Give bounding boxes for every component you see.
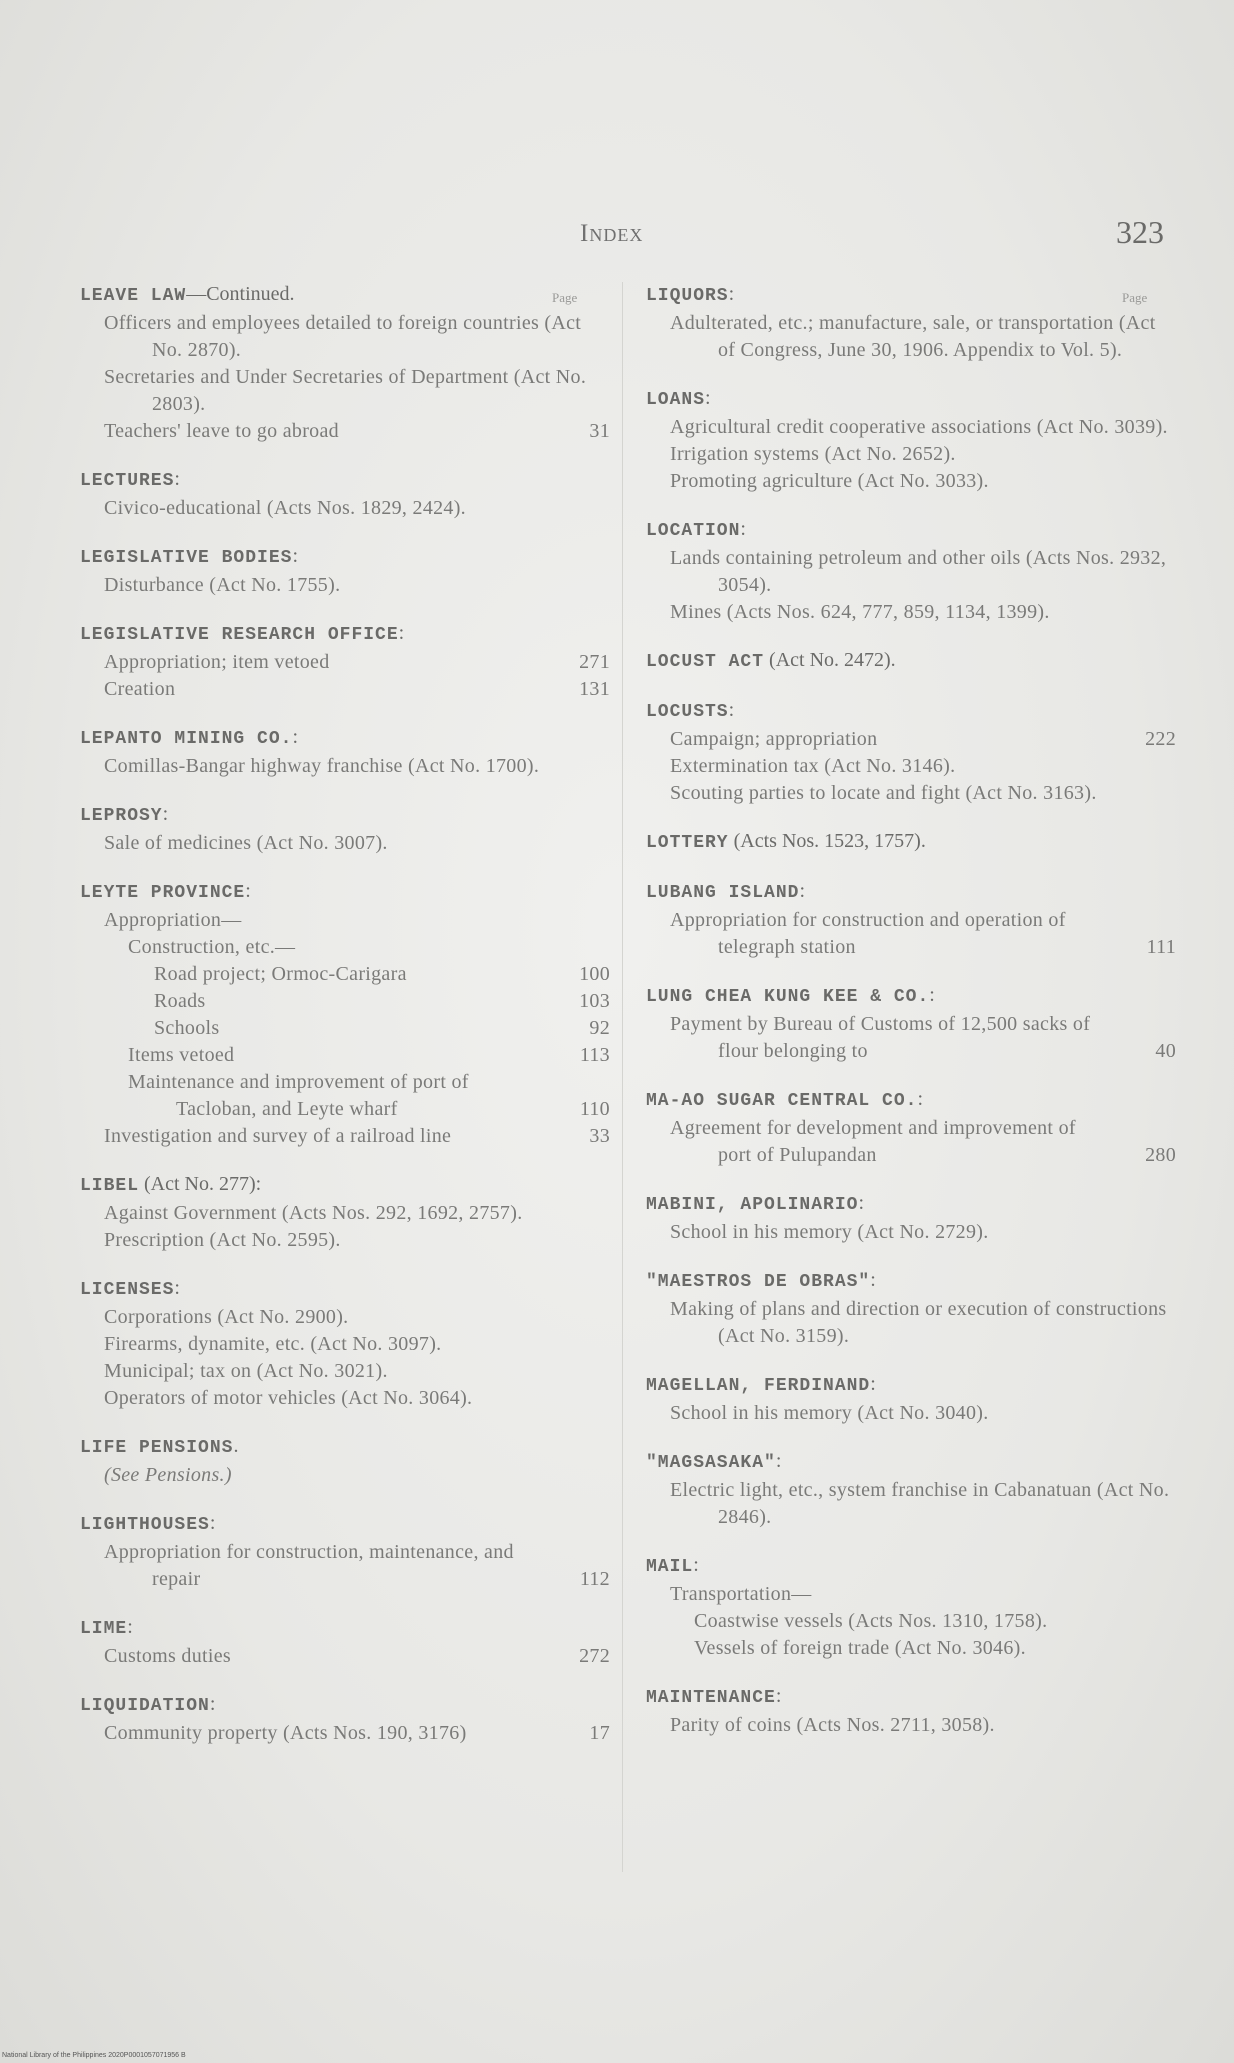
entry-heading-text: LIBEL — [80, 1176, 140, 1196]
index-subentry — [80, 1385, 610, 1412]
subentry-text: Appropriation— — [104, 909, 242, 931]
entry-heading — [646, 696, 1176, 726]
entry-heading-text: LOTTERY — [646, 833, 729, 853]
index-subentry — [80, 364, 610, 418]
page-header — [0, 214, 1234, 258]
subentry-text: Extermination tax (Act No. 3146). — [670, 755, 956, 777]
index-entry — [646, 827, 1176, 857]
index-subentry — [80, 1069, 610, 1123]
entry-heading — [80, 1509, 610, 1539]
subentry-text: Corporations (Act No. 2900). — [104, 1306, 349, 1328]
entry-heading-suffix: : — [127, 1616, 133, 1638]
index-subentry — [646, 599, 1176, 626]
entry-heading — [80, 1432, 610, 1462]
subentry-text: Civico-educational (Acts Nos. 1829, 2424). — [104, 497, 466, 519]
index-subentry — [646, 907, 1176, 961]
scan-footer: National Library of the Philippines 2020P0001057071956 B — [2, 2052, 186, 2059]
page-reference: 17 — [589, 1722, 610, 1744]
index-subentry — [646, 1477, 1176, 1531]
index-entry — [80, 280, 610, 445]
entry-heading-text: LEAVE LAW — [80, 286, 187, 306]
entry-heading-suffix: : — [870, 1269, 876, 1291]
index-entry — [80, 1170, 610, 1254]
page-reference: 113 — [579, 1044, 610, 1066]
subentry-text: Campaign; appropriation — [670, 728, 878, 750]
index-entry — [80, 1509, 610, 1593]
entry-heading-suffix: : — [858, 1192, 864, 1214]
index-entry — [80, 1613, 610, 1670]
left-index-column — [80, 280, 610, 1767]
index-subentry — [646, 726, 1176, 753]
entry-heading — [80, 280, 610, 310]
index-subentry — [80, 1042, 610, 1069]
page-reference: 280 — [1145, 1144, 1176, 1166]
subentry-text: Mines (Acts Nos. 624, 777, 859, 1134, 1399). — [670, 601, 1050, 623]
page-reference: 112 — [579, 1568, 610, 1590]
index-subentry — [80, 676, 610, 703]
subentry-text: School in his memory (Act No. 2729). — [670, 1221, 989, 1243]
index-subentry — [80, 1015, 610, 1042]
left-page-column-label: Page — [552, 290, 578, 305]
subentry-text: Coastwise vessels (Acts Nos. 1310, 1758). — [694, 1610, 1048, 1632]
subentry-text: Operators of motor vehicles (Act No. 3064). — [104, 1387, 473, 1409]
entry-heading-text: LEGISLATIVE RESEARCH OFFICE — [80, 625, 399, 645]
index-entry — [646, 981, 1176, 1065]
entry-heading-text: "MAGSASAKA" — [646, 1453, 776, 1473]
subentry-text: Roads — [154, 990, 206, 1012]
right-page-column-label: Page — [1122, 290, 1148, 305]
subentry-text: Maintenance and improvement of port of Tacloban, and Leyte wharf — [128, 1071, 469, 1120]
entry-heading — [80, 542, 610, 572]
page-reference: 272 — [579, 1645, 610, 1667]
page-reference: 103 — [579, 990, 610, 1012]
entry-heading — [80, 1613, 610, 1643]
index-entry — [80, 465, 610, 522]
index-subentry — [80, 649, 610, 676]
index-subentry — [646, 1400, 1176, 1427]
index-entry — [80, 1690, 610, 1747]
index-subentry — [646, 1011, 1176, 1065]
column-divider — [622, 282, 623, 1872]
entry-heading-suffix: : — [209, 1693, 216, 1715]
index-entry — [646, 1447, 1176, 1531]
index-subentry — [646, 545, 1176, 599]
entry-heading-text: LIQUORS — [646, 286, 729, 306]
index-entry — [646, 1266, 1176, 1350]
entry-heading — [646, 1266, 1176, 1296]
entry-heading-text: LEGISLATIVE BODIES — [80, 548, 293, 568]
index-entry — [646, 877, 1176, 961]
index-subentry — [80, 310, 610, 364]
subentry-text: Appropriation for construction and operation of telegraph station — [670, 909, 1066, 958]
index-subentry — [80, 961, 610, 988]
index-subentry — [646, 1219, 1176, 1246]
entry-heading — [80, 1274, 610, 1304]
index-subentry — [80, 753, 610, 780]
subentry-text: Scouting parties to locate and fight (Act No. 3163). — [670, 782, 1097, 804]
index-subentry — [80, 418, 610, 445]
subentry-text: School in his memory (Act No. 3040). — [670, 1402, 989, 1424]
index-entry — [646, 646, 1176, 676]
entry-heading-text: LUBANG ISLAND — [646, 883, 800, 903]
index-subentry — [80, 1200, 610, 1227]
entry-heading — [646, 1447, 1176, 1477]
index-subentry — [646, 1608, 1176, 1635]
entry-heading-text: MABINI, APOLINARIO — [646, 1195, 859, 1215]
entry-heading — [646, 646, 1176, 676]
subentry-text: Items vetoed — [128, 1044, 235, 1066]
subentry-text: Vessels of foreign trade (Act No. 3046). — [694, 1637, 1026, 1659]
index-subentry — [646, 780, 1176, 807]
entry-heading-suffix: : — [870, 1373, 876, 1395]
entry-heading-text: LUNG CHEA KUNG KEE & CO. — [646, 987, 930, 1007]
entry-heading-suffix: . — [233, 1435, 239, 1457]
entry-heading-text: LIME — [80, 1619, 128, 1639]
entry-heading-suffix: : — [174, 1277, 180, 1299]
entry-heading-suffix: : — [929, 984, 935, 1006]
page-reference: 110 — [579, 1098, 610, 1120]
index-subentry — [80, 1331, 610, 1358]
entry-heading-text: "MAESTROS DE OBRAS" — [646, 1272, 871, 1292]
index-subentry — [80, 1720, 610, 1747]
index-subentry — [646, 753, 1176, 780]
entry-heading-text: LICENSES — [80, 1280, 175, 1300]
entry-heading — [646, 280, 1176, 310]
entry-heading — [646, 1370, 1176, 1400]
index-subentry — [80, 1304, 610, 1331]
page-number: 323 — [1116, 214, 1164, 250]
subentry-text: Transportation— — [670, 1583, 812, 1605]
entry-heading — [80, 1690, 610, 1720]
index-subentry — [646, 310, 1176, 364]
index-subentry — [646, 1581, 1176, 1608]
index-entry — [80, 542, 610, 599]
subentry-text: Disturbance (Act No. 1755). — [104, 574, 341, 596]
page-reference: 131 — [579, 678, 610, 700]
entry-heading — [80, 723, 610, 753]
page-reference: 40 — [1155, 1040, 1176, 1062]
entry-heading-suffix: : — [398, 622, 405, 644]
page-reference: 33 — [589, 1125, 610, 1147]
entry-heading-suffix: (Act No. 2472). — [764, 649, 896, 671]
subentry-text: Promoting agriculture (Act No. 3033). — [670, 470, 989, 492]
entry-heading — [646, 1682, 1176, 1712]
page-reference: 111 — [1146, 936, 1176, 958]
entry-heading-suffix: : — [162, 803, 169, 825]
entry-heading-text: LEPANTO MINING CO. — [80, 729, 293, 749]
index-subentry — [646, 468, 1176, 495]
page-reference: 271 — [579, 651, 610, 673]
subentry-text: Adulterated, etc.; manufacture, sale, or transportation (Act of Congress, June 30, 1906. Appendix to Vol. 5). — [670, 312, 1156, 361]
entry-heading-text: LOCUST ACT — [646, 652, 765, 672]
subentry-text: Teachers' leave to go abroad — [104, 420, 339, 442]
entry-heading-text: MAGELLAN, FERDINAND — [646, 1376, 871, 1396]
subentry-text: Road project; Ormoc-Carigara — [154, 963, 407, 985]
subentry-text: Schools — [154, 1017, 220, 1039]
index-subentry — [80, 830, 610, 857]
subentry-text: Against Government (Acts Nos. 292, 1692, 2757). — [104, 1202, 523, 1224]
entry-heading — [80, 465, 610, 495]
entry-heading — [646, 827, 1176, 857]
subentry-text: Agricultural credit cooperative associations (Act No. 3039). — [670, 416, 1168, 438]
index-entry — [646, 280, 1176, 364]
entry-heading — [646, 981, 1176, 1011]
index-entry — [646, 515, 1176, 626]
index-entry — [80, 1274, 610, 1412]
index-entry — [80, 800, 610, 857]
subentry-text: Construction, etc.— — [128, 936, 296, 958]
subentry-text: Secretaries and Under Secretaries of Department (Act No. 2803). — [104, 366, 587, 415]
index-entry — [646, 1085, 1176, 1169]
subentry-text: Electric light, etc., system franchise in Cabanatuan (Act No. 2846). — [670, 1479, 1170, 1528]
entry-heading-suffix: : — [799, 880, 805, 902]
index-entry — [646, 1189, 1176, 1246]
subentry-text: Municipal; tax on (Act No. 3021). — [104, 1360, 388, 1382]
index-subentry — [80, 1643, 610, 1670]
subentry-text: (See Pensions.) — [104, 1464, 232, 1486]
entry-heading — [80, 1170, 610, 1200]
page-reference: 92 — [589, 1017, 610, 1039]
entry-heading-text: LIGHTHOUSES — [80, 1515, 210, 1535]
index-entry — [646, 1551, 1176, 1662]
subentry-text: Appropriation; item vetoed — [104, 651, 330, 673]
entry-heading-suffix: : — [292, 545, 298, 567]
entry-heading-suffix: (Acts Nos. 1523, 1757). — [728, 830, 926, 852]
index-subentry — [80, 934, 610, 961]
subentry-text: Lands containing petroleum and other oils (Acts Nos. 2932, 3054). — [670, 547, 1167, 596]
entry-heading-text: MAIL — [646, 1557, 694, 1577]
page-reference: 31 — [589, 420, 610, 442]
subentry-text: Sale of medicines (Act No. 3007). — [104, 832, 388, 854]
entry-heading — [646, 877, 1176, 907]
index-subentry — [80, 1462, 610, 1489]
index-subentry — [80, 1539, 610, 1593]
subentry-text: Customs duties — [104, 1645, 231, 1667]
entry-heading — [646, 1551, 1176, 1581]
index-entry — [646, 384, 1176, 495]
subentry-text: Agreement for development and improvement of port of Pulupandan — [670, 1117, 1076, 1166]
running-title: Index — [580, 220, 644, 247]
page-reference: 222 — [1145, 728, 1176, 750]
entry-heading-text: LOANS — [646, 390, 706, 410]
entry-heading-suffix: : — [775, 1685, 782, 1707]
subentry-text: Irrigation systems (Act No. 2652). — [670, 443, 956, 465]
index-subentry — [80, 1358, 610, 1385]
entry-heading-text: LIFE PENSIONS — [80, 1438, 234, 1458]
entry-heading-text: LECTURES — [80, 471, 175, 491]
subentry-text: Community property (Acts Nos. 190, 3176) — [104, 1722, 467, 1744]
index-entry — [80, 877, 610, 1150]
entry-heading-suffix: : — [693, 1554, 699, 1576]
index-subentry — [646, 414, 1176, 441]
entry-heading-suffix: : — [209, 1512, 216, 1534]
index-entry — [80, 1432, 610, 1489]
entry-heading — [80, 619, 610, 649]
entry-heading-suffix: : — [917, 1088, 924, 1110]
index-entry — [646, 696, 1176, 807]
index-entry — [646, 1682, 1176, 1739]
entry-heading-suffix: : — [245, 880, 251, 902]
right-index-column — [646, 280, 1176, 1759]
index-subentry — [646, 1712, 1176, 1739]
entry-heading-suffix: : — [174, 468, 180, 490]
entry-heading-text: LIQUIDATION — [80, 1696, 210, 1716]
entry-heading-text: LEYTE PROVINCE — [80, 883, 246, 903]
entry-heading-suffix: : — [775, 1450, 782, 1472]
subentry-text: Payment by Bureau of Customs of 12,500 sacks of flour belonging to — [670, 1013, 1091, 1062]
subentry-text: Making of plans and direction or execution of constructions (Act No. 3159). — [670, 1298, 1167, 1347]
index-subentry — [80, 495, 610, 522]
entry-heading — [646, 515, 1176, 545]
entry-heading-text: MAINTENANCE — [646, 1688, 776, 1708]
index-entry — [80, 723, 610, 780]
entry-heading-suffix: : — [705, 387, 711, 409]
subentry-text: Investigation and survey of a railroad line — [104, 1125, 452, 1147]
entry-heading — [80, 877, 610, 907]
entry-heading-text: LEPROSY — [80, 806, 163, 826]
index-entry — [80, 619, 610, 703]
entry-heading-suffix: : — [728, 699, 735, 721]
index-entry — [646, 1370, 1176, 1427]
entry-heading-suffix: : — [728, 283, 735, 305]
page-reference: 100 — [579, 963, 610, 985]
entry-heading-suffix: —Continued. — [186, 283, 295, 305]
entry-heading-suffix: : — [740, 518, 746, 540]
subentry-text: Officers and employees detailed to foreign countries (Act No. 2870). — [104, 312, 582, 361]
subentry-text: Appropriation for construction, maintenance, and repair — [104, 1541, 514, 1590]
index-subentry — [646, 1115, 1176, 1169]
index-subentry — [80, 1123, 610, 1150]
index-subentry — [646, 1635, 1176, 1662]
entry-heading — [646, 1085, 1176, 1115]
subentry-text: Parity of coins (Acts Nos. 2711, 3058). — [670, 1714, 995, 1736]
entry-heading — [646, 1189, 1176, 1219]
index-subentry — [80, 988, 610, 1015]
index-subentry — [646, 1296, 1176, 1350]
entry-heading-text: LOCUSTS — [646, 702, 729, 722]
entry-heading-suffix: : — [292, 726, 298, 748]
subentry-text: Comillas-Bangar highway franchise (Act No. 1700). — [104, 755, 540, 777]
index-subentry — [646, 441, 1176, 468]
subentry-text: Firearms, dynamite, etc. (Act No. 3097). — [104, 1333, 442, 1355]
entry-heading-text: LOCATION — [646, 521, 741, 541]
subentry-text: Prescription (Act No. 2595). — [104, 1229, 341, 1251]
index-subentry — [80, 907, 610, 934]
entry-heading — [80, 800, 610, 830]
entry-heading-suffix: (Act No. 277): — [139, 1173, 262, 1195]
entry-heading-text: MA-AO SUGAR CENTRAL CO. — [646, 1091, 918, 1111]
entry-heading — [646, 384, 1176, 414]
subentry-text: Creation — [104, 678, 176, 700]
index-subentry — [80, 1227, 610, 1254]
index-subentry — [80, 572, 610, 599]
